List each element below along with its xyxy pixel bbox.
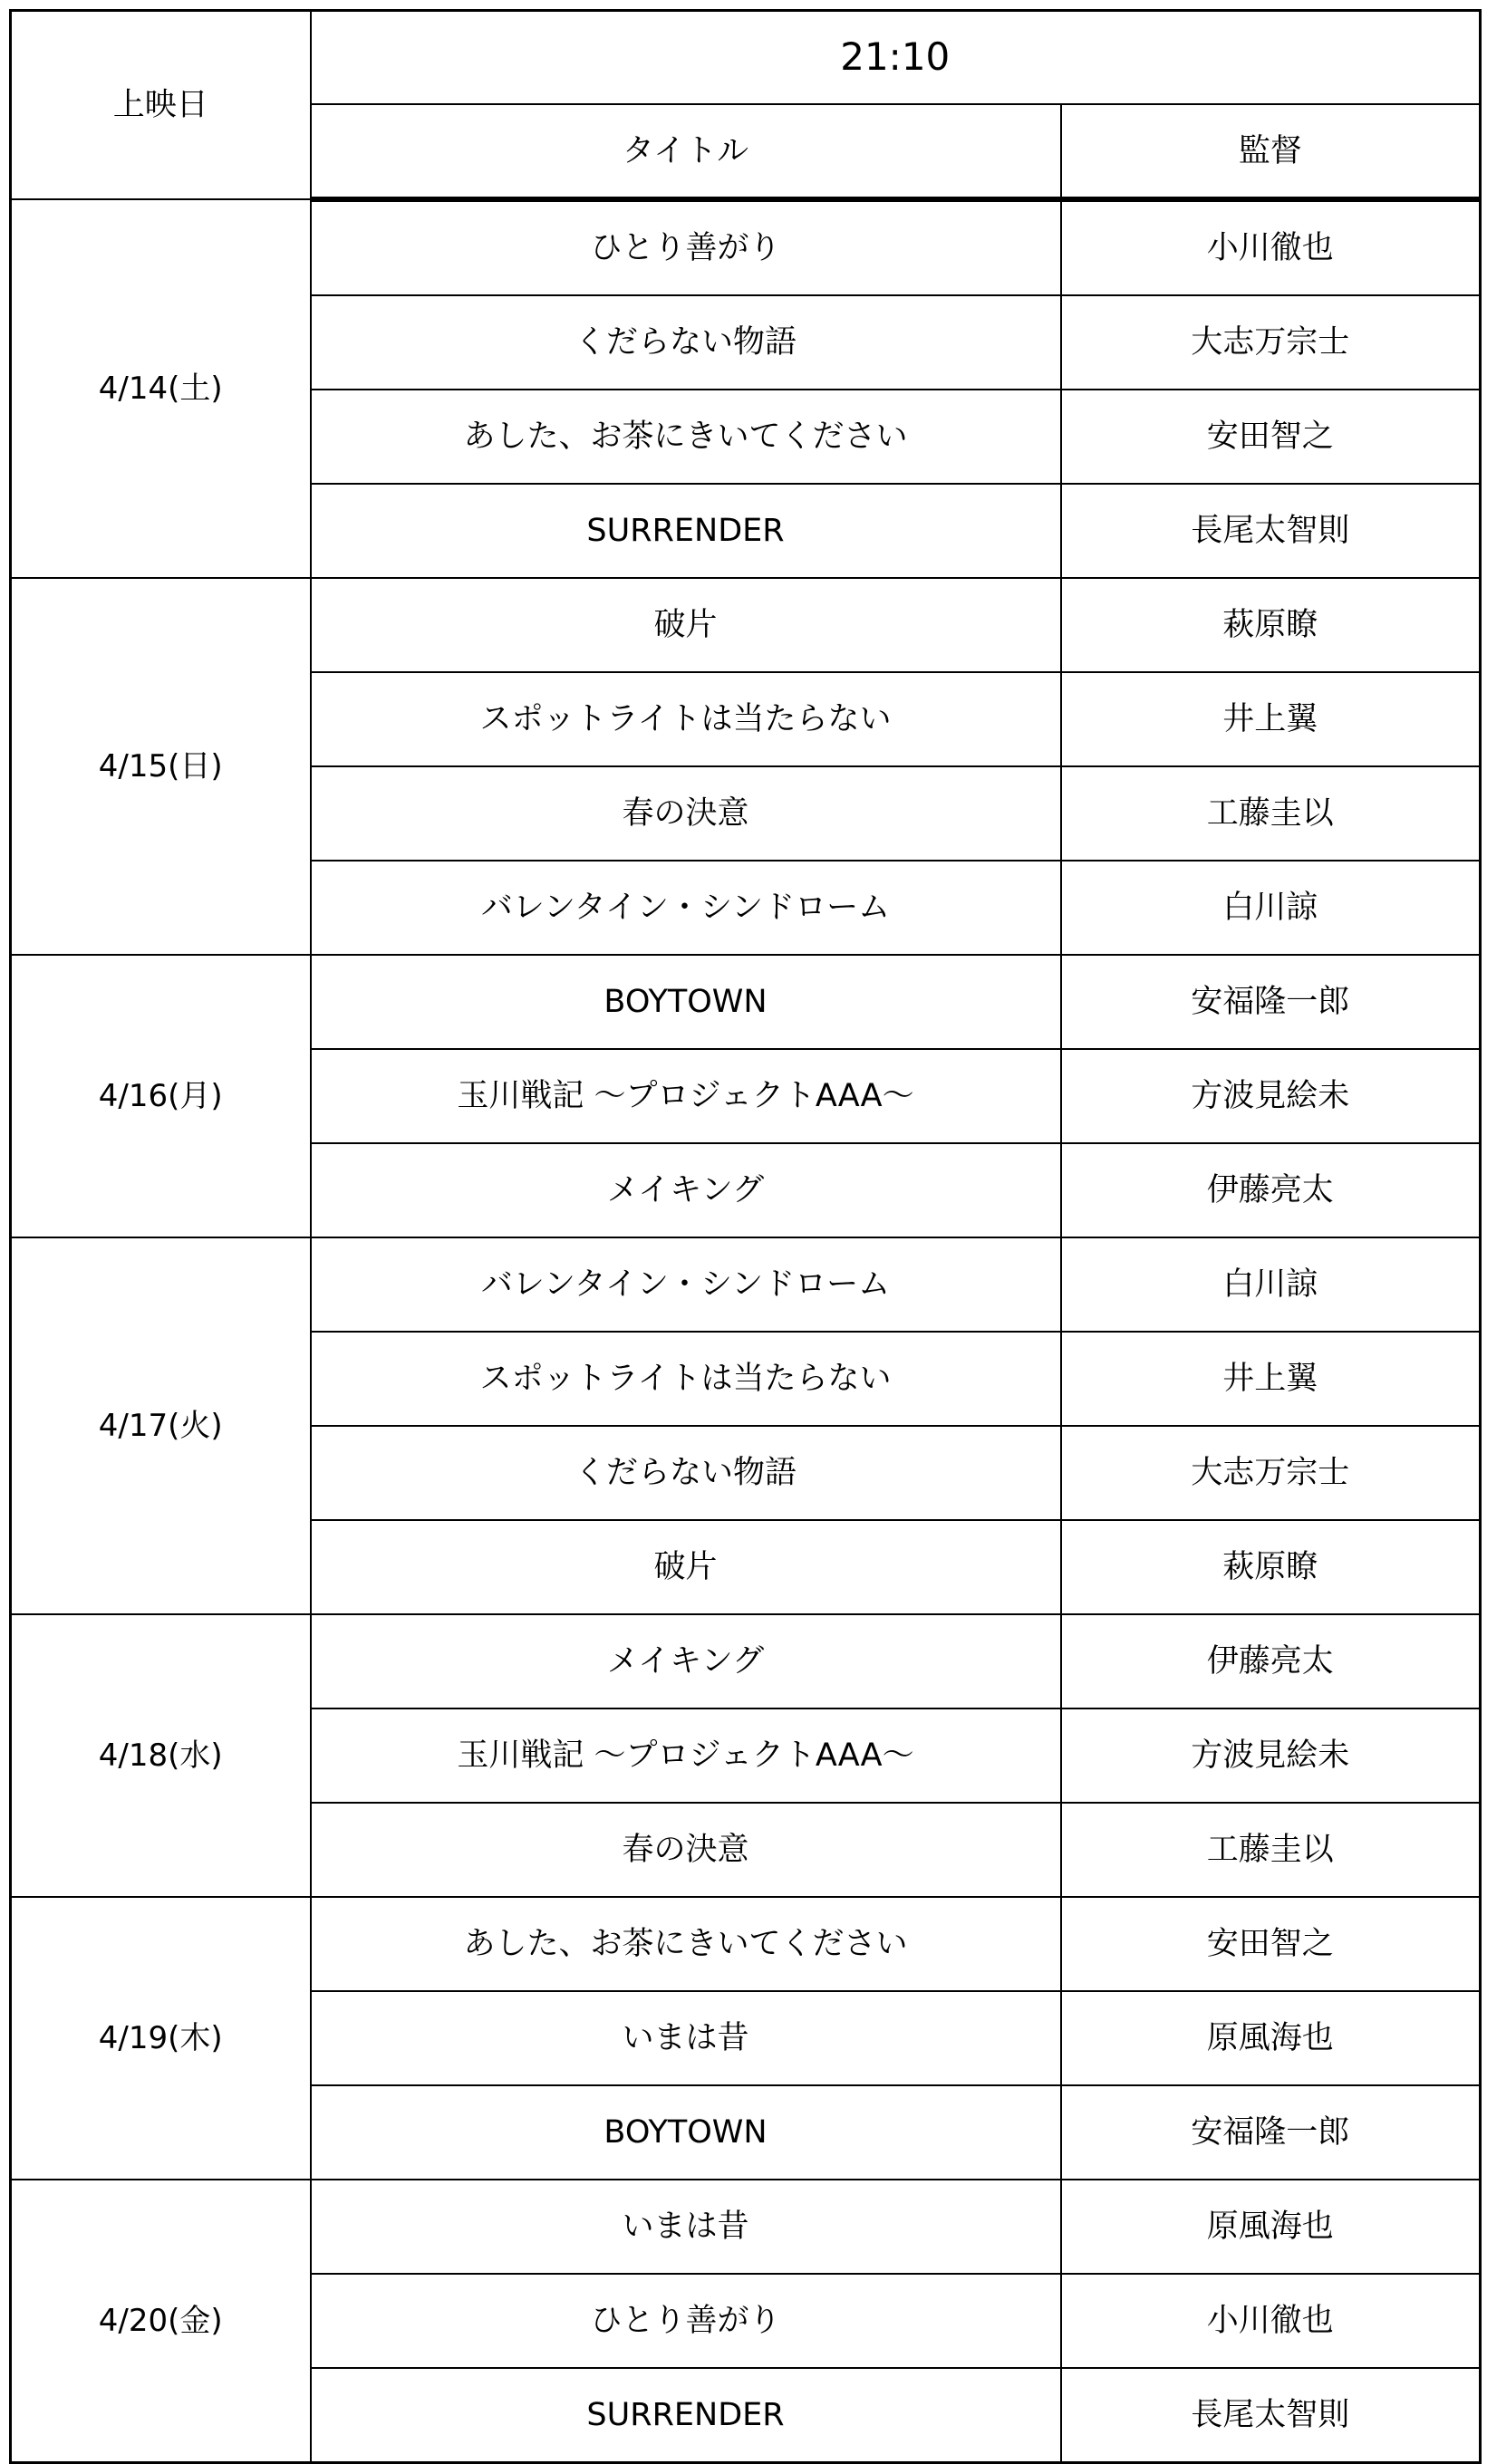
film-title-cell: 玉川戦記 〜プロジェクトAAA〜 — [311, 1708, 1061, 1803]
director-column-header: 監督 — [1061, 104, 1481, 199]
film-title-cell: SURRENDER — [311, 484, 1061, 578]
director-cell: 工藤圭以 — [1061, 1803, 1481, 1897]
screening-date-cell: 4/16(月) — [11, 955, 311, 1237]
director-cell: 安福隆一郎 — [1061, 2085, 1481, 2180]
title-column-header: タイトル — [311, 104, 1061, 199]
table-row — [11, 199, 1481, 295]
director-cell: 萩原瞭 — [1061, 578, 1481, 672]
film-title-cell: 破片 — [311, 578, 1061, 672]
film-title-cell: くだらない物語 — [311, 295, 1061, 390]
film-title-cell: メイキング — [311, 1614, 1061, 1708]
date-column-header: 上映日 — [11, 11, 311, 200]
table-row — [11, 955, 1481, 1049]
screening-date-cell: 4/19(木) — [11, 1897, 311, 2180]
director-cell: 萩原瞭 — [1061, 1520, 1481, 1614]
director-cell: 伊藤亮太 — [1061, 1143, 1481, 1237]
film-title-cell: ひとり善がり — [311, 199, 1061, 295]
film-title-cell: くだらない物語 — [311, 1426, 1061, 1520]
film-title-cell: いまは昔 — [311, 2180, 1061, 2274]
film-title-cell: スポットライトは当たらない — [311, 672, 1061, 766]
table-row — [11, 1897, 1481, 1991]
director-cell: 方波見絵未 — [1061, 1708, 1481, 1803]
table-row — [11, 1237, 1481, 1332]
film-title-cell: メイキング — [311, 1143, 1061, 1237]
film-title-cell: 春の決意 — [311, 766, 1061, 861]
screening-date-cell: 4/17(火) — [11, 1237, 311, 1614]
film-title-cell: BOYTOWN — [311, 955, 1061, 1049]
screening-date-cell: 4/15(日) — [11, 578, 311, 955]
director-cell: 長尾太智則 — [1061, 2368, 1481, 2463]
film-title-cell: 玉川戦記 〜プロジェクトAAA〜 — [311, 1049, 1061, 1143]
screening-date-cell: 4/20(金) — [11, 2180, 311, 2463]
director-cell: 伊藤亮太 — [1061, 1614, 1481, 1708]
director-cell: 白川諒 — [1061, 861, 1481, 955]
film-title-cell: いまは昔 — [311, 1991, 1061, 2085]
director-cell: 小川徹也 — [1061, 2274, 1481, 2368]
director-cell: 井上翼 — [1061, 1332, 1481, 1426]
director-cell: 安福隆一郎 — [1061, 955, 1481, 1049]
film-title-cell: BOYTOWN — [311, 2085, 1061, 2180]
director-cell: 小川徹也 — [1061, 199, 1481, 295]
film-title-cell: 春の決意 — [311, 1803, 1061, 1897]
table-row — [11, 1614, 1481, 1708]
film-title-cell: あした、お茶にきいてください — [311, 390, 1061, 484]
director-cell: 大志万宗士 — [1061, 1426, 1481, 1520]
screening-date-cell: 4/18(水) — [11, 1614, 311, 1897]
director-cell: 工藤圭以 — [1061, 766, 1481, 861]
film-title-cell: スポットライトは当たらない — [311, 1332, 1061, 1426]
director-cell: 安田智之 — [1061, 1897, 1481, 1991]
header-row-showtime — [11, 11, 1481, 105]
showtime-header: 21:10 — [311, 11, 1481, 105]
director-cell: 長尾太智則 — [1061, 484, 1481, 578]
schedule-body — [11, 199, 1481, 2463]
film-title-cell: ひとり善がり — [311, 2274, 1061, 2368]
director-cell: 大志万宗士 — [1061, 295, 1481, 390]
director-cell: 白川諒 — [1061, 1237, 1481, 1332]
screening-date-cell: 4/14(土) — [11, 199, 311, 578]
film-title-cell: SURRENDER — [311, 2368, 1061, 2463]
director-cell: 方波見絵未 — [1061, 1049, 1481, 1143]
table-row — [11, 578, 1481, 672]
film-title-cell: バレンタイン・シンドローム — [311, 1237, 1061, 1332]
director-cell: 原風海也 — [1061, 1991, 1481, 2085]
director-cell: 原風海也 — [1061, 2180, 1481, 2274]
director-cell: 井上翼 — [1061, 672, 1481, 766]
film-title-cell: あした、お茶にきいてください — [311, 1897, 1061, 1991]
screening-schedule-table — [9, 9, 1482, 2464]
director-cell: 安田智之 — [1061, 390, 1481, 484]
film-title-cell: 破片 — [311, 1520, 1061, 1614]
table-row — [11, 2180, 1481, 2274]
film-title-cell: バレンタイン・シンドローム — [311, 861, 1061, 955]
